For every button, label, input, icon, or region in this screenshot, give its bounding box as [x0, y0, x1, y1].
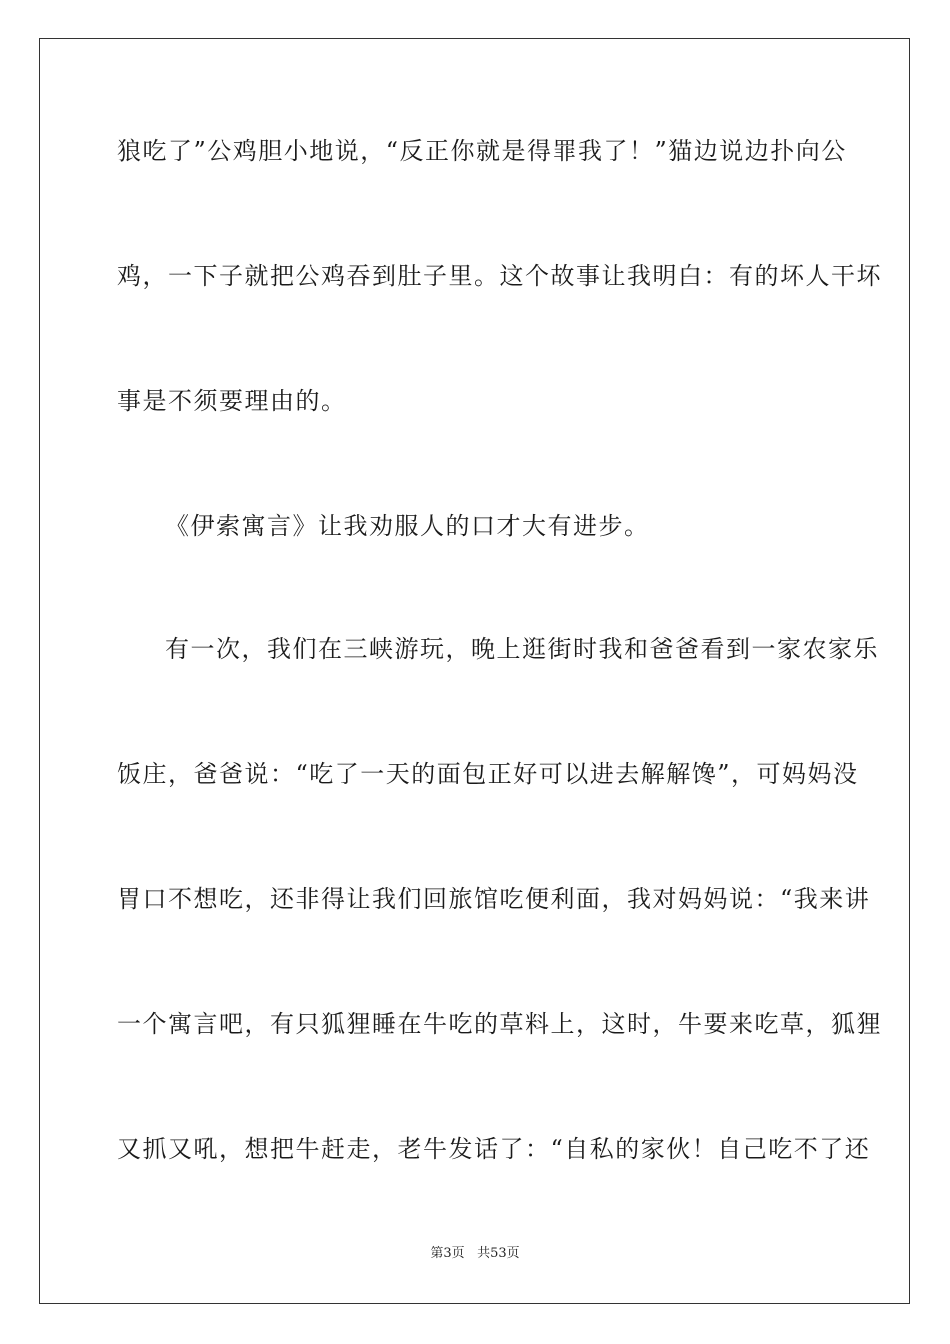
page-footer: [0, 1246, 950, 1262]
text-line: 《伊索寓言》让我劝服人的口才大有进步。: [165, 512, 650, 540]
text-line: 鸡，一下子就把公鸡吞到肚子里。这个故事让我明白：有的坏人干坏: [117, 262, 882, 290]
text-line: 胃口不想吃，还非得让我们回旅馆吃便利面，我对妈妈说：“我来讲: [117, 885, 871, 913]
current-page-label: 第3页: [430, 1246, 465, 1261]
total-pages-label: 共53页: [477, 1246, 520, 1261]
text-line: 一个寓言吧，有只狐狸睡在牛吃的草料上，这时，牛要来吃草，狐狸: [117, 1010, 882, 1038]
text-line: 有一次，我们在三峡游玩，晚上逛街时我和爸爸看到一家农家乐: [165, 635, 879, 663]
text-line: 又抓又吼，想把牛赶走，老牛发话了：“自私的家伙！自己吃不了还: [117, 1135, 871, 1163]
text-line: 狼吃了”公鸡胆小地说，“反正你就是得罪我了！”猫边说边扑向公: [117, 137, 847, 165]
text-line: 事是不须要理由的。: [117, 387, 347, 415]
page-border: [39, 38, 910, 1304]
text-line: 饭庄，爸爸说：“吃了一天的面包正好可以进去解解馋”，可妈妈没: [117, 760, 859, 788]
